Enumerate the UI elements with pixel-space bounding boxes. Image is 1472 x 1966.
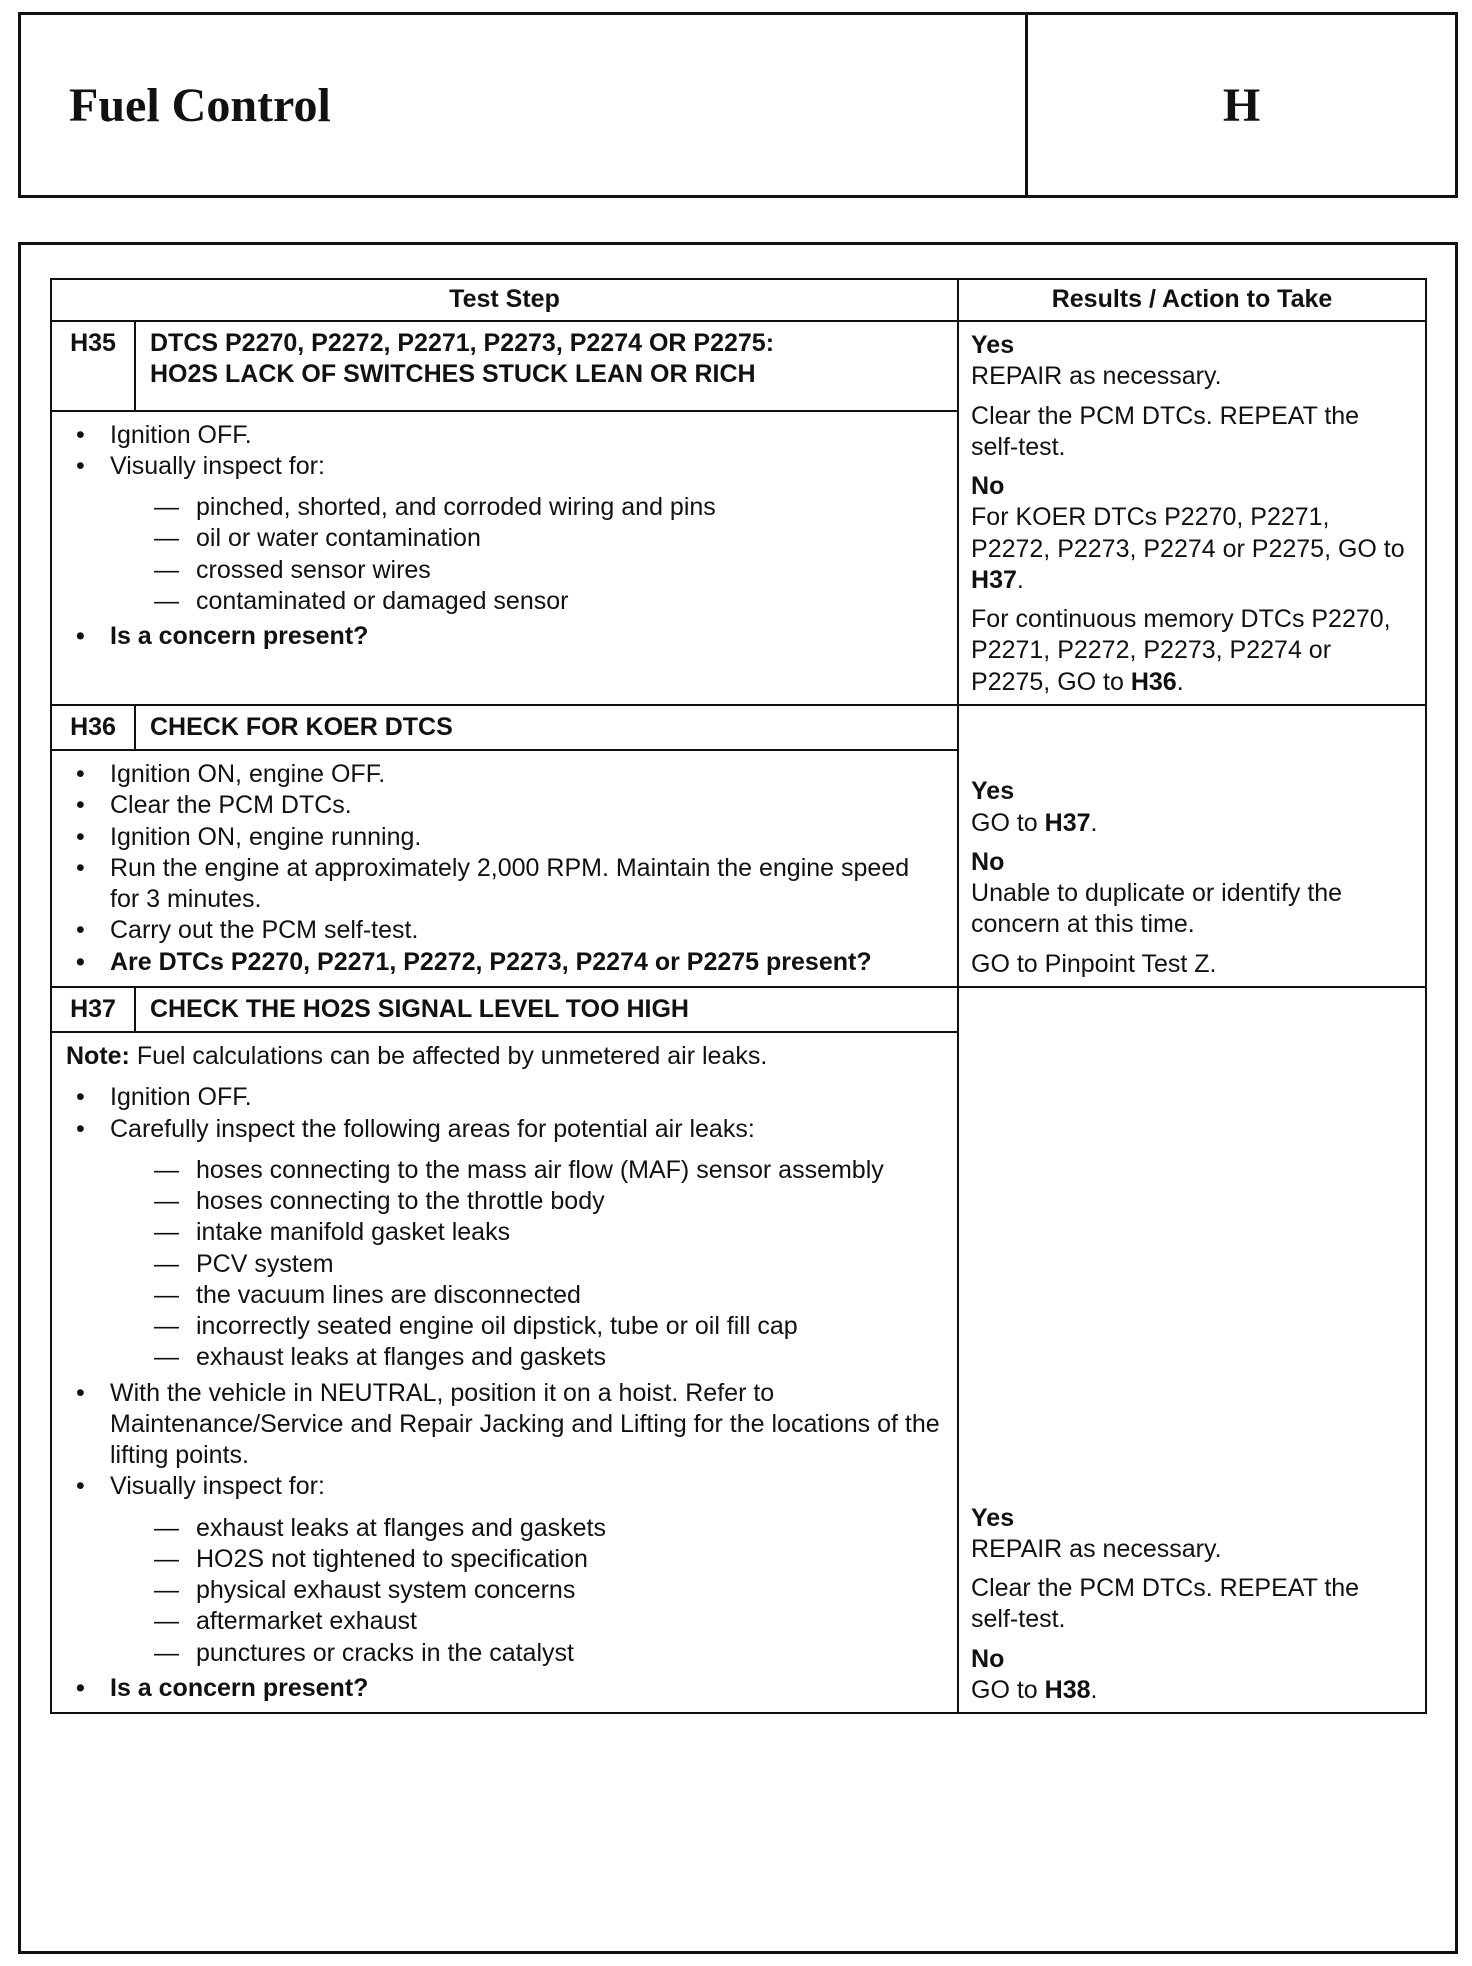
list-item <box>66 1114 943 1374</box>
result-text: Clear the PCM DTCs. REPEAT the self-test. <box>971 1574 1360 1634</box>
step-results-h36 <box>958 705 1426 987</box>
step-title-line: DTCS P2270, P2272, P2271, P2273, P2274 OR P2275: <box>150 329 775 357</box>
result-text: GO to Pinpoint Test Z. <box>971 949 1217 978</box>
step-title <box>135 321 958 411</box>
step-body <box>51 1032 958 1713</box>
step-reference: H37 <box>1044 808 1091 837</box>
note-label: Note: <box>66 1042 130 1070</box>
list-item: • Ignition OFF. <box>66 420 943 451</box>
result-text: Clear the PCM DTCs. REPEAT the self-test. <box>971 401 1360 461</box>
step-id: H35 <box>51 321 135 411</box>
step-body <box>51 411 958 705</box>
result-text-prefix: GO to <box>971 808 1038 837</box>
step-question: • Is a concern present? <box>66 1673 943 1704</box>
step-results-h37 <box>958 987 1426 1713</box>
list-item: • Ignition ON, engine OFF. <box>66 759 943 790</box>
sub-list-item: — PCV system <box>110 1249 943 1280</box>
sub-list-item: — exhaust leaks at flanges and gaskets <box>110 1342 943 1373</box>
list-item: • With the vehicle in NEUTRAL, position it on a hoist. Refer to Maintenance/Service and Repair Jacking and Lifting for the locations of the lifting points. <box>66 1378 943 1472</box>
sub-list-item: — crossed sensor wires <box>110 555 943 586</box>
result-text: GO to H38. <box>971 1675 1098 1704</box>
pinpoint-test-table <box>50 278 1427 1714</box>
no-label: No <box>971 847 1005 876</box>
sub-list-item: — aftermarket exhaust <box>110 1606 943 1637</box>
list-item-text: Carefully inspect the following areas for potential air leaks: <box>110 1114 755 1143</box>
sub-list-item: — HO2S not tightened to specification <box>110 1544 943 1575</box>
yes-label: Yes <box>971 1503 1015 1532</box>
result-text: REPAIR as necessary. <box>971 362 1222 391</box>
step-reference: H38 <box>1044 1675 1091 1704</box>
sub-list-item: — physical exhaust system concerns <box>110 1575 943 1606</box>
result-text: REPAIR as necessary. <box>971 1534 1222 1563</box>
list-item <box>66 451 943 617</box>
sub-list-item: — incorrectly seated engine oil dipstick, tube or oil fill cap <box>110 1311 943 1342</box>
step-results-h35 <box>958 321 1426 705</box>
list-item: • Ignition OFF. <box>66 1082 943 1113</box>
list-item <box>66 1471 943 1669</box>
result-text: Unable to duplicate or identify the concern at this time. <box>971 879 1343 939</box>
result-text-prefix: For KOER DTCs P2270, P2271, P2272, P2273, P2274 or P2275, GO to <box>971 503 1405 563</box>
yes-label: Yes <box>971 331 1015 359</box>
step-body <box>51 750 958 987</box>
yes-label: Yes <box>971 777 1015 806</box>
step-title-row-h36 <box>51 705 1426 750</box>
step-reference: H36 <box>1130 667 1177 696</box>
step-title-line: HO2S LACK OF SWITCHES STUCK LEAN OR RICH <box>150 360 756 389</box>
result-text-prefix: For continuous memory DTCs P2270, P2271, P2272, P2273, P2274 or P2275, GO to <box>971 605 1391 696</box>
list-item-text: Visually inspect for: <box>110 1472 325 1501</box>
step-question: • Is a concern present? <box>66 621 943 652</box>
step-title: CHECK FOR KOER DTCS <box>135 705 958 750</box>
table-header-row <box>51 279 1426 321</box>
step-title-row-h35 <box>51 321 1426 411</box>
result-text: For continuous memory DTCs P2270, P2271, P2272, P2273, P2274 or P2275, GO to H36. <box>971 605 1391 696</box>
step-id: H37 <box>51 987 135 1032</box>
section-letter: H <box>1222 78 1261 132</box>
list-item: • Clear the PCM DTCs. <box>66 790 943 821</box>
step-title-row-h37 <box>51 987 1426 1032</box>
sub-list-item: — exhaust leaks at flanges and gaskets <box>110 1513 943 1544</box>
sub-list-item: — hoses connecting to the mass air flow (MAF) sensor assembly <box>110 1155 943 1186</box>
result-text: For KOER DTCs P2270, P2271, P2272, P2273, P2274 or P2275, GO to H37. <box>971 503 1405 594</box>
sub-list-item: — the vacuum lines are disconnected <box>110 1280 943 1311</box>
step-title: CHECK THE HO2S SIGNAL LEVEL TOO HIGH <box>135 987 958 1032</box>
sub-list-item: — hoses connecting to the throttle body <box>110 1186 943 1217</box>
sub-list-item: — contaminated or damaged sensor <box>110 586 943 617</box>
list-item: • Carry out the PCM self-test. <box>66 915 943 946</box>
column-header-test-step: Test Step <box>51 279 958 321</box>
list-item-text: Visually inspect for: <box>110 451 325 480</box>
result-text: GO to H37. <box>971 808 1098 837</box>
page-header <box>18 12 1458 198</box>
sub-list-item: — pinched, shorted, and corroded wiring and pins <box>110 492 943 523</box>
step-note <box>66 1041 943 1072</box>
step-reference: H37 <box>971 565 1017 594</box>
result-text-prefix: GO to <box>971 1675 1038 1704</box>
no-label: No <box>971 1644 1005 1673</box>
step-id: H36 <box>51 705 135 750</box>
step-question: • Are DTCs P2270, P2271, P2272, P2273, P2274 or P2275 present? <box>66 947 943 978</box>
sub-list-item: — oil or water contamination <box>110 523 943 554</box>
page-title: Fuel Control <box>21 15 1028 195</box>
list-item: • Ignition ON, engine running. <box>66 822 943 853</box>
list-item: • Run the engine at approximately 2,000 RPM. Maintain the engine speed for 3 minutes. <box>66 853 943 916</box>
no-label: No <box>971 472 1005 500</box>
note-text: Fuel calculations can be affected by unmetered air leaks. <box>136 1042 768 1070</box>
sub-list-item: — punctures or cracks in the catalyst <box>110 1638 943 1669</box>
sub-list-item: — intake manifold gasket leaks <box>110 1217 943 1248</box>
column-header-results: Results / Action to Take <box>958 279 1426 321</box>
